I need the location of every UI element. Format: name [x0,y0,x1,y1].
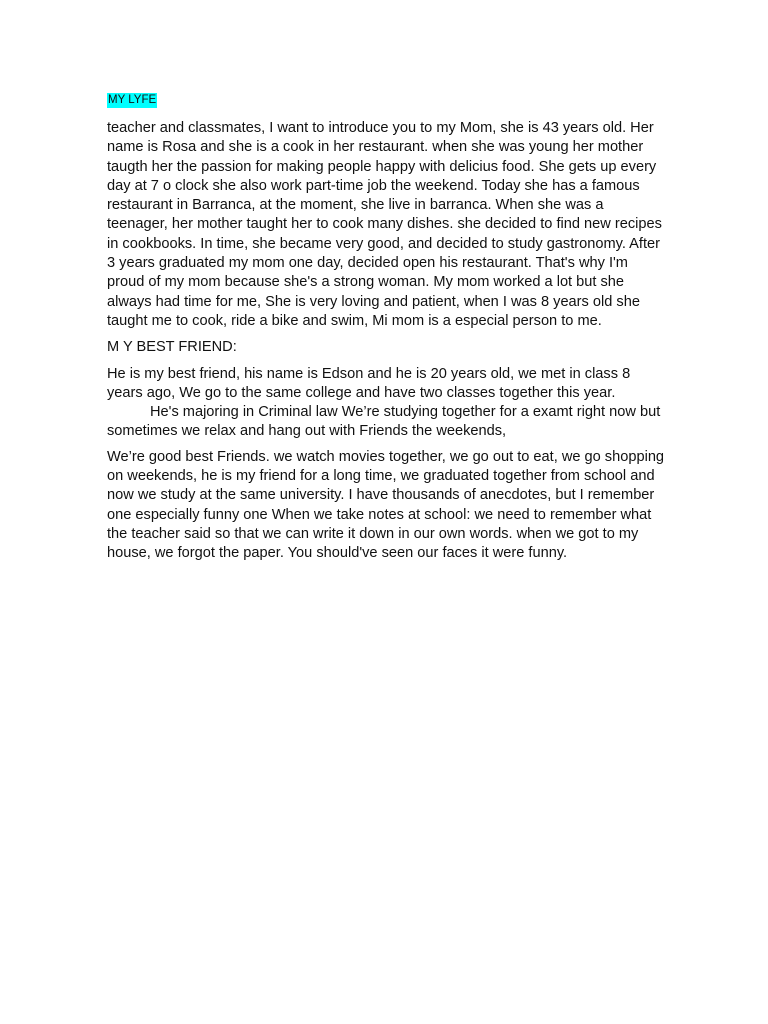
document-body [107,90,667,570]
paragraph-best-friend-1-part-a: He is my best friend, his name is Edson and he is 20 years old, we met in class 8 years ago, We go to the same college and have two classes together this year. [107,365,631,401]
paragraph-best-friend-1-part-b: He's majoring in Criminal law We’re studying together for a examt right now but sometimes we relax and hang out with Friends the weekends, [107,404,661,440]
document-title: MY LYFE [108,94,157,106]
best-friend-heading: M Y BEST FRIEND: [107,339,237,356]
paragraph-best-friend-2: We’re good best Friends. we watch movies together, we go out to eat, we go shopping on weekends, he is my friend for a long time, we graduated together from school and now we study at the same university. I have thousands of anecdotes, but I remember one especially funny one When we take notes at school: we need to remember what the teacher said so that we can write it down in our own words. when we got to my house, we forgot the paper. You should've seen our faces it were funny. [107,448,665,562]
title-row [107,90,667,119]
paragraph-best-friend-1 [107,365,667,442]
paragraph-mom: teacher and classmates, I want to introduce you to my Mom, she is 43 years old. Her name is Rosa and she is a cook in her restaurant. when she was young her mother taugth her the passion for making people happy with delicius food. She gets up every day at 7 o clock she also work part-time job the weekend. Today she has a famous restaurant in Barranca, at the moment, she live in barranca. When she was a teenager, her mother taught her to cook many dishes. she decided to find new recipes in cookbooks. In time, she became very good, and decided to study gastronomy. After 3 years graduated my mom one day, decided open his restaurant. That's why I'm proud of my mom because she's a strong woman. My mom worked a lot but she always had time for me, She is very loving and patient, when I was 8 years old she taught me to cook, ride a bike and swim, Mi mom is a especial person to me. [107,120,662,329]
